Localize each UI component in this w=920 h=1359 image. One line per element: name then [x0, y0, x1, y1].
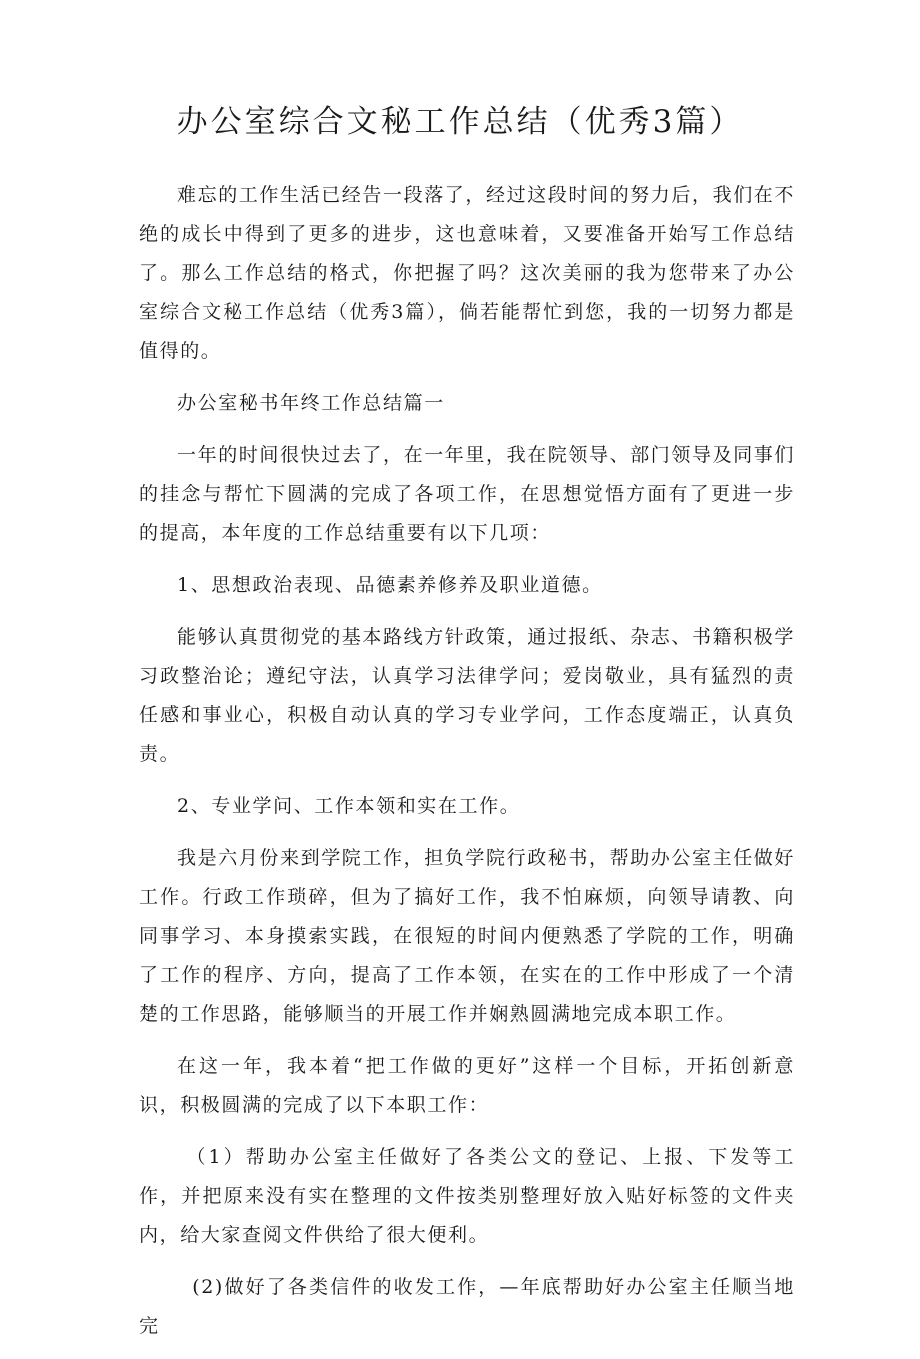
subsection-heading: 2、专业学问、工作本领和实在工作。: [177, 795, 521, 817]
intro-paragraph: 难忘的工作生活已经告一段落了，经过这段时间的努力后，我们在不绝的成长中得到了更多的进步，这也意味着，又要准备开始写工作总结了。那么工作总结的格式，你把握了吗？这次美丽的我为您带来了办公室综合文秘工作总结（优秀3篇），倘若能帮忙到您，我的一切努力都是值得的。: [139, 184, 796, 362]
section-heading: 办公室秘书年终工作总结篇一: [177, 392, 445, 414]
subsection-heading: 1、思想政治表现、品德素养修养及职业道德。: [177, 574, 603, 596]
body-paragraph: 我是六月份来到学院工作，担负学院行政秘书，帮助办公室主任做好工作。行政工作琐碎，但为了搞好工作，我不怕麻烦，向领导请教、向同事学习、本身摸索实践，在很短的时间内便熟悉了学院的工作，明确了工作的程序、方向，提高了工作本领，在实在的工作中形成了一个清楚的工作思路，能够顺当的开展工作并娴熟圆满地完成本职工作。: [139, 847, 796, 1025]
body-paragraph: 一年的时间很快过去了，在一年里，我在院领导、部门领导及同事们的挂念与帮忙下圆满的完成了各项工作，在思想觉悟方面有了更进一步的提高，本年度的工作总结重要有以下几项：: [139, 444, 796, 544]
list-item: （1）帮助办公室主任做好了各类公文的登记、上报、下发等工作，并把原来没有实在整理的文件按类别整理好放入贴好标签的文件夹内，给大家查阅文件供给了很大便利。: [139, 1146, 795, 1246]
list-item: (2)做好了各类信件的收发工作，—年底帮助好办公室主任顺当地完: [139, 1276, 795, 1337]
document-body: [139, 176, 795, 1359]
body-paragraph: 能够认真贯彻党的基本路线方针政策，通过报纸、杂志、书籍积极学习政整治论；遵纪守法，认真学习法律学问；爱岗敬业，具有猛烈的责任感和事业心，积极自动认真的学习专业学问，工作态度端正，认真负责。: [139, 626, 796, 765]
body-paragraph: 在这一年，我本着“把工作做的更好”这样一个目标，开拓创新意识，积极圆满的完成了以下本职工作：: [139, 1055, 795, 1116]
document-title: 办公室综合文秘工作总结（优秀3篇）: [176, 104, 744, 140]
